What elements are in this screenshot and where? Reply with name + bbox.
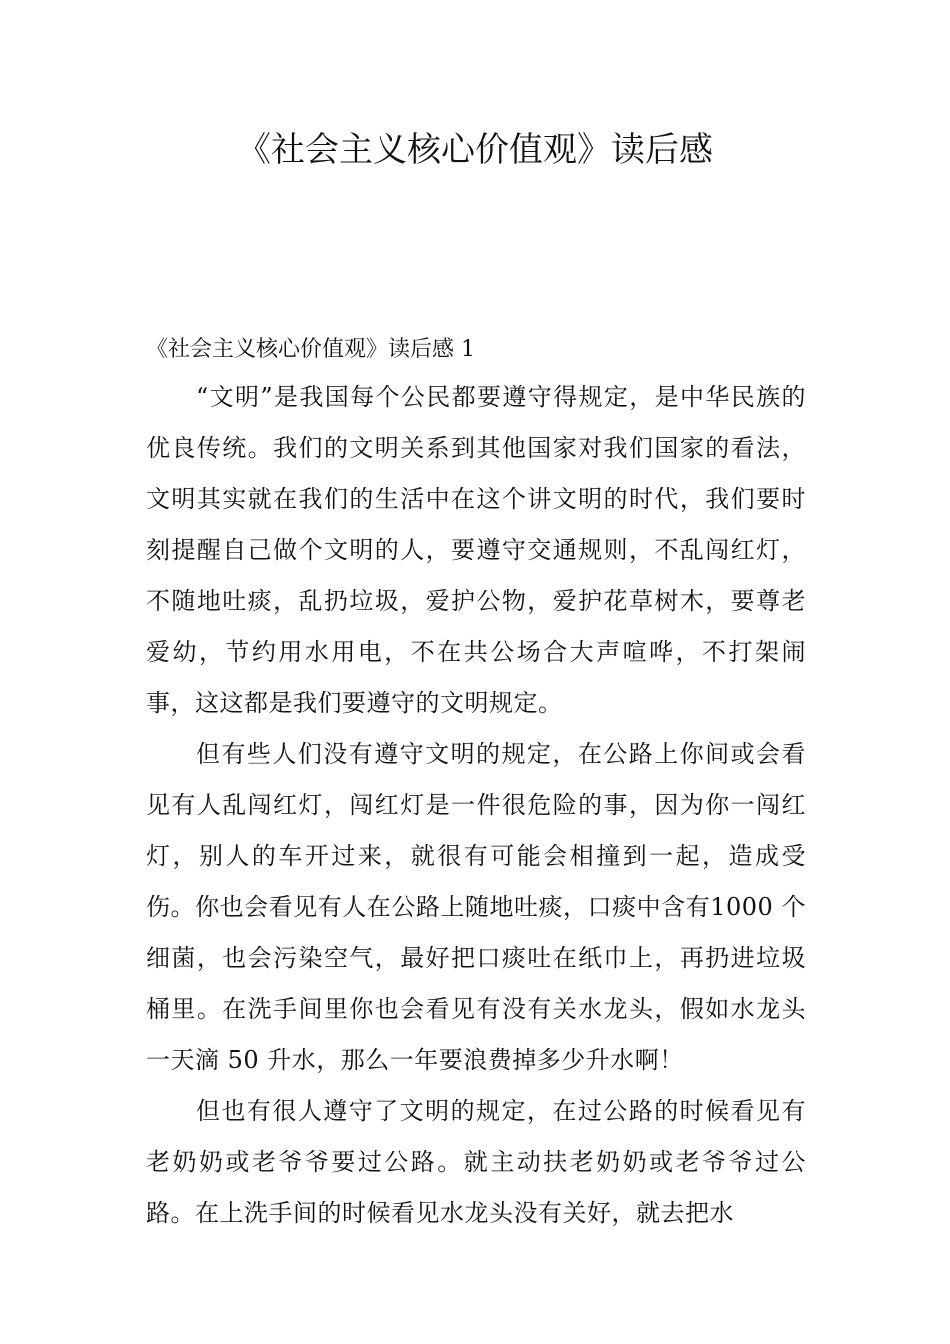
document-title: 《社会主义核心价值观》读后感 <box>237 130 713 170</box>
body-text <box>146 372 806 1239</box>
section-heading: 《社会主义核心价值观》读后感 1 <box>146 337 475 362</box>
paragraph-2: 但有些人们没有遵守文明的规定，在公路上你间或会看见有人乱闯红灯，闯红灯是一件很危险的事，因为你一闯红灯，别人的车开过来，就很有可能会相撞到一起，造成受伤。你也会看见有人在公路上随地吐痰，口痰中含有1000 个细菌，也会污染空气，最好把口痰吐在纸巾上，再扔进垃圾桶里。在洗手间里你也会看见有没有关水龙头，假如水龙头一天滴 50 升水，那么一年要浪费掉多少升水啊！ <box>146 740 806 1074</box>
paragraph-1: “文明”是我国每个公民都要遵守得规定，是中华民族的优良传统。我们的文明关系到其他国家对我们国家的看法，文明其实就在我们的生活中在这个讲文明的时代，我们要时刻提醒自己做个文明的人，要遵守交通规则，不乱闯红灯，不随地吐痰，乱扔垃圾，爱护公物，爱护花草树木，要尊老爱幼，节约用水用电，不在共公场合大声喧哗，不打架闹事，这这都是我们要遵守的文明规定。 <box>146 383 806 717</box>
paragraph-3: 但也有很人遵守了文明的规定，在过公路的时候看见有老奶奶或老爷爷要过公路。就主动扶老奶奶或老爷爷过公路。在上洗手间的时候看见水龙头没有关好，就去把水 <box>146 1097 806 1227</box>
